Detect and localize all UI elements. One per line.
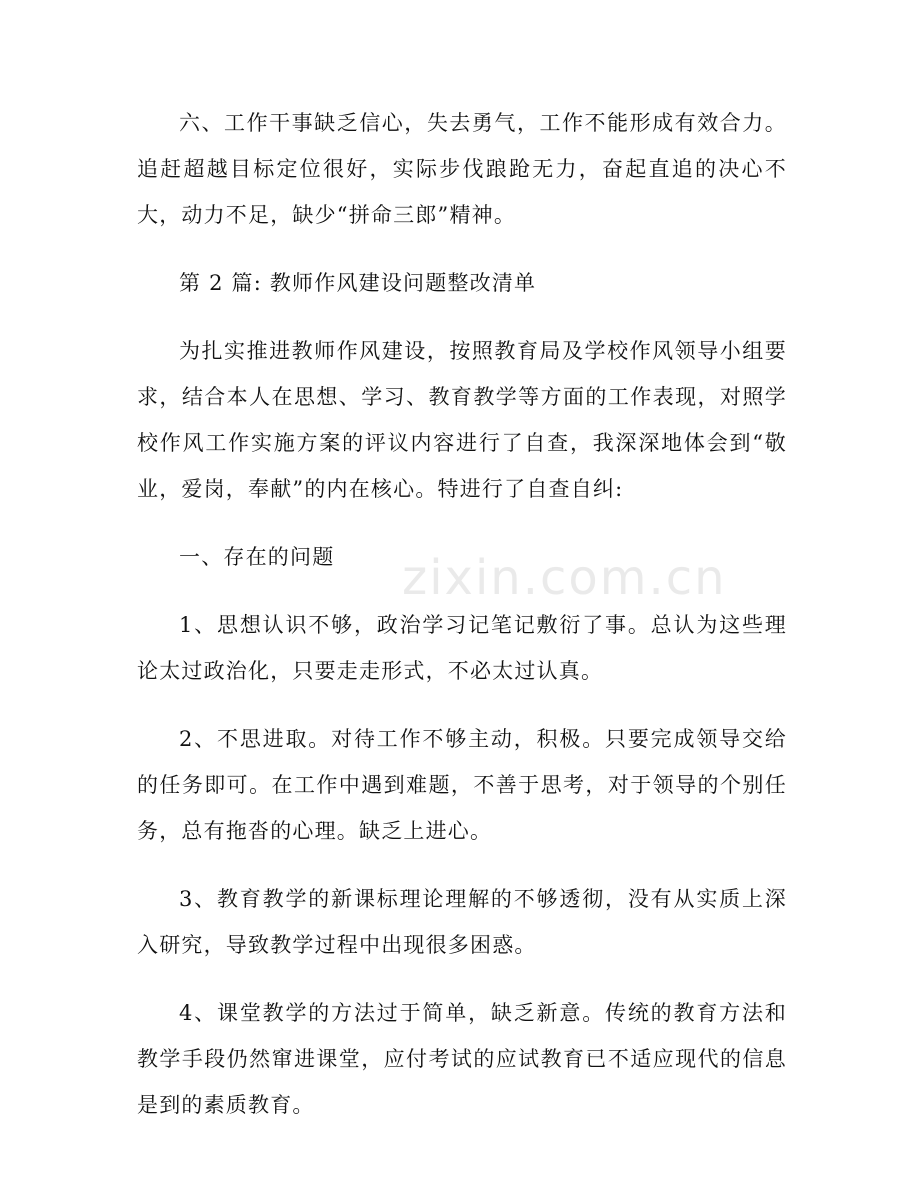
problem-item-3: 3、教育教学的新课标理论理解的不够透彻，没有从实质上深入研究，导致教学过程中出现很多困惑。 <box>137 887 787 957</box>
section-heading-problems: 一、存在的问题 <box>179 545 335 569</box>
paragraph-section-six: 六、工作干事缺乏信心，失去勇气，工作不能形成有效合力。追赶超越目标定位很好，实际步伐踉跄无力，奋起直追的决心不大，动力不足，缺少“拼命三郎”精神。 <box>137 111 787 227</box>
watermark-text: zixin.com.cn <box>402 550 727 606</box>
problem-item-1: 1、思想认识不够，政治学习记笔记敷衍了事。总认为这些理论太过政治化，只要走走形式，不必太过认真。 <box>137 613 787 683</box>
paragraph-intro: 为扎实推进教师作风建设，按照教育局及学校作风领导小组要求，结合本人在思想、学习、教育教学等方面的工作表现，对照学校作风工作实施方案的评议内容进行了自查，我深深地体会到“敬业，爱岗，奉献”的内在核心。特进行了自查自纠: <box>137 339 787 501</box>
document-body <box>137 100 787 1150</box>
problem-item-4: 4、课堂教学的方法过于简单，缺乏新意。传统的教育方法和教学手段仍然窜进课堂，应付考试的应试教育已不适应现代的信息是到的素质教育。 <box>137 1001 787 1117</box>
chapter-title: 第 2 篇: 教师作风建设问题整改清单 <box>179 271 537 295</box>
problem-item-2: 2、不思进取。对待工作不够主动，积极。只要完成领导交给的任务即可。在工作中遇到难题，不善于思考，对于领导的个别任务，总有拖沓的心理。缺乏上进心。 <box>137 727 787 843</box>
